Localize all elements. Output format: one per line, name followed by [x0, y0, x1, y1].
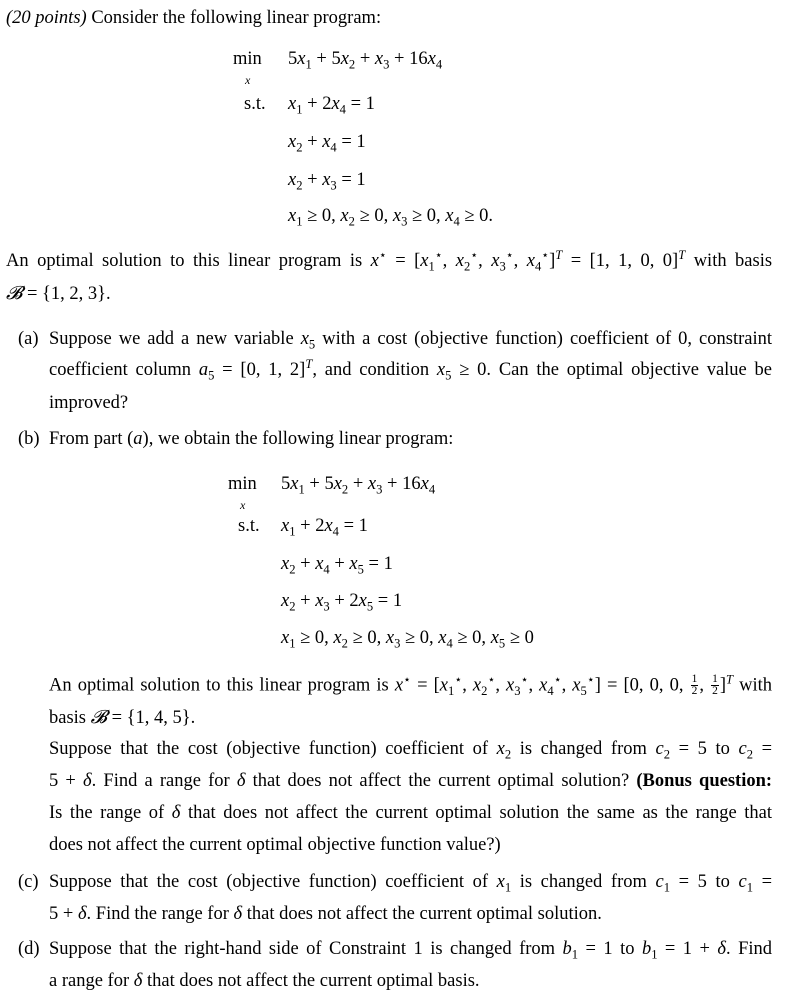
solution-2-suffix: with: [739, 675, 772, 696]
solution-1-basis: 𝓑 = {1, 2, 3}.: [6, 284, 111, 304]
lp1-min: min: [233, 49, 262, 69]
part-c-text-5: that does not affect the current optimal solution.: [246, 904, 602, 924]
part-b-line-2: 5 + δ. Find a range for δ that does not affect the current optimal solution? (Bonus question:: [49, 771, 773, 791]
part-a-text-4: , and condition: [312, 360, 430, 380]
lp1-objective: $5x_1 + 5x_2 + x_3 + 16x_4$: [288, 49, 443, 72]
part-a-text-3: coefficient column: [49, 360, 192, 380]
part-a-line-2: coefficient column $a_5 = [0$, 1, 2]$^T$, and condition $x_5 \ge 0$. Can the optimal objective value be: [49, 357, 773, 383]
lp2-nonnegativity: $x_1 \ge 0$, $x_2 \ge 0$, $x_3 \ge 0$, $x_4 \ge 0$, $x_5 \ge 0$: [281, 628, 534, 651]
lp2-min: min: [228, 474, 257, 494]
part-c-line-1: Suppose that the cost (objective function) coefficient of $x_1$ is changed from $c_1 = 5$ to $c_1$ =: [49, 872, 773, 895]
part-d-text-3: . Find: [726, 939, 773, 959]
part-c-text-2: is changed from: [519, 872, 647, 892]
lp2-constraint-2: $x_2 + x_4 + x_5 = 1$: [281, 554, 393, 577]
part-d-line-1: Suppose that the right-hand side of Constraint 1 is changed from $b_1 = 1$ to $b_1 = 1 + \delta$. Find: [49, 939, 773, 962]
part-d-label: (d): [18, 939, 40, 959]
part-b-intro: From part (a), we obtain the following linear program:: [49, 429, 454, 449]
part-c-line-2: 5 + δ. Find the range for δ that does not affect the current optimal solution.: [49, 904, 602, 924]
solution-2-basis: basis 𝓑 = {1, 4, 5}.: [49, 708, 196, 728]
part-d-text-4: a range for: [49, 971, 130, 991]
part-a-text-2: with a cost (objective function) coefficient of 0, constraint: [322, 329, 773, 349]
part-c-text-4: . Find the range for: [86, 904, 229, 924]
part-b-p2-7: that does not affect the current optimal solution the same as the range that: [187, 803, 772, 823]
points-label: (20 points): [6, 8, 87, 28]
part-c-text-1: Suppose that the cost (objective function) coefficient of: [49, 872, 488, 892]
part-a-text-5: . Can the optimal objective value be: [486, 360, 773, 380]
solution-2-basis-word: basis: [49, 708, 86, 728]
lp2-objective: $5x_1 + 5x_2 + x_3 + 16x_4$: [281, 474, 436, 497]
part-b-p2-1: Suppose that the cost (objective function) coefficient of: [49, 739, 488, 759]
part-b-label: (b): [18, 429, 40, 449]
lp2-st: s.t.: [238, 516, 260, 536]
intro-text: Consider the following linear program:: [91, 8, 382, 28]
part-a-text-1: Suppose we add a new variable: [49, 329, 294, 349]
lp1-st: s.t.: [244, 94, 266, 114]
lp2-min-sub: x: [240, 498, 246, 512]
part-b-p2-4: . Find a range for: [91, 771, 230, 791]
part-b-line-1: Suppose that the cost (objective function) coefficient of $x_2$ is changed from $c_2 = 5$ to $c_2$ =: [49, 739, 773, 762]
part-b-line-3: Is the range of δ that does not affect the current optimal solution the same as the range that: [49, 803, 772, 823]
part-b-p2-3: to: [715, 739, 730, 759]
lp1-constraint-3: $x_2 + x_3 = 1$: [288, 170, 366, 193]
lp1-constraint-2: $x_2 + x_4 = 1$: [288, 132, 366, 155]
part-a-line-3: improved?: [49, 393, 129, 413]
part-d-text-1: Suppose that the right-hand side of Constraint 1 is changed from: [49, 939, 556, 959]
solution-1-line: An optimal solution to this linear program is $x^⋆ = [x_1^⋆$, $x_2^⋆$, $x_3^⋆$, $x_4^⋆]^T = [1$, 1, 0, 0]$^T$ with basis: [6, 248, 773, 274]
part-b-p2-5: that does not affect the current optimal solution?: [252, 771, 630, 791]
part-c-text-3: to: [715, 872, 730, 892]
solution-2-line: An optimal solution to this linear program is $x^⋆ = [x_1^⋆$, $x_2^⋆$, $x_3^⋆$, $x_4^⋆$, $x_5^⋆] = [0$, 0, 0, $\frac{1}{2}$ , $\frac{1}{2}$ ]$^T$ with: [49, 672, 772, 698]
lp1-min-sub: x: [245, 73, 251, 87]
part-d-text-5: that does not affect the current optimal basis.: [146, 971, 480, 991]
lp2-constraint-1: $x_1 + 2x_4 = 1$: [281, 516, 368, 539]
lp2-constraint-3: $x_2 + x_3 + 2x_5 = 1$: [281, 591, 403, 614]
part-b-text-1: From part: [49, 429, 123, 449]
part-c-label: (c): [18, 872, 39, 892]
part-d-line-2: a range for δ that does not affect the current optimal basis.: [49, 971, 480, 991]
lp1-nonnegativity: $x_1 \ge 0$, $x_2 \ge 0$, $x_3 \ge 0$, $x_4 \ge 0$.: [288, 206, 494, 229]
part-a-line-1: Suppose we add a new variable $x_5$ with a cost (objective function) coefficient of 0, constraint: [49, 329, 773, 352]
part-b-line-4: does not affect the current optimal objective function value?): [49, 835, 501, 855]
bonus-label: (Bonus question:: [636, 771, 773, 791]
lp1-constraint-1: $x_1 + 2x_4 = 1$: [288, 94, 375, 117]
part-b-p2-6: Is the range of: [49, 803, 165, 823]
part-a-label: (a): [18, 329, 39, 349]
solution-2-prefix: An optimal solution to this linear program is: [49, 675, 389, 696]
problem-header: [6, 8, 381, 29]
part-b-text-2: , we obtain the following linear program:: [148, 429, 454, 449]
solution-1-prefix: An optimal solution to this linear program is: [6, 251, 363, 271]
solution-1-suffix: with basis: [693, 251, 773, 271]
part-d-text-2: to: [620, 939, 635, 959]
part-b-p2-2: is changed from: [519, 739, 647, 759]
